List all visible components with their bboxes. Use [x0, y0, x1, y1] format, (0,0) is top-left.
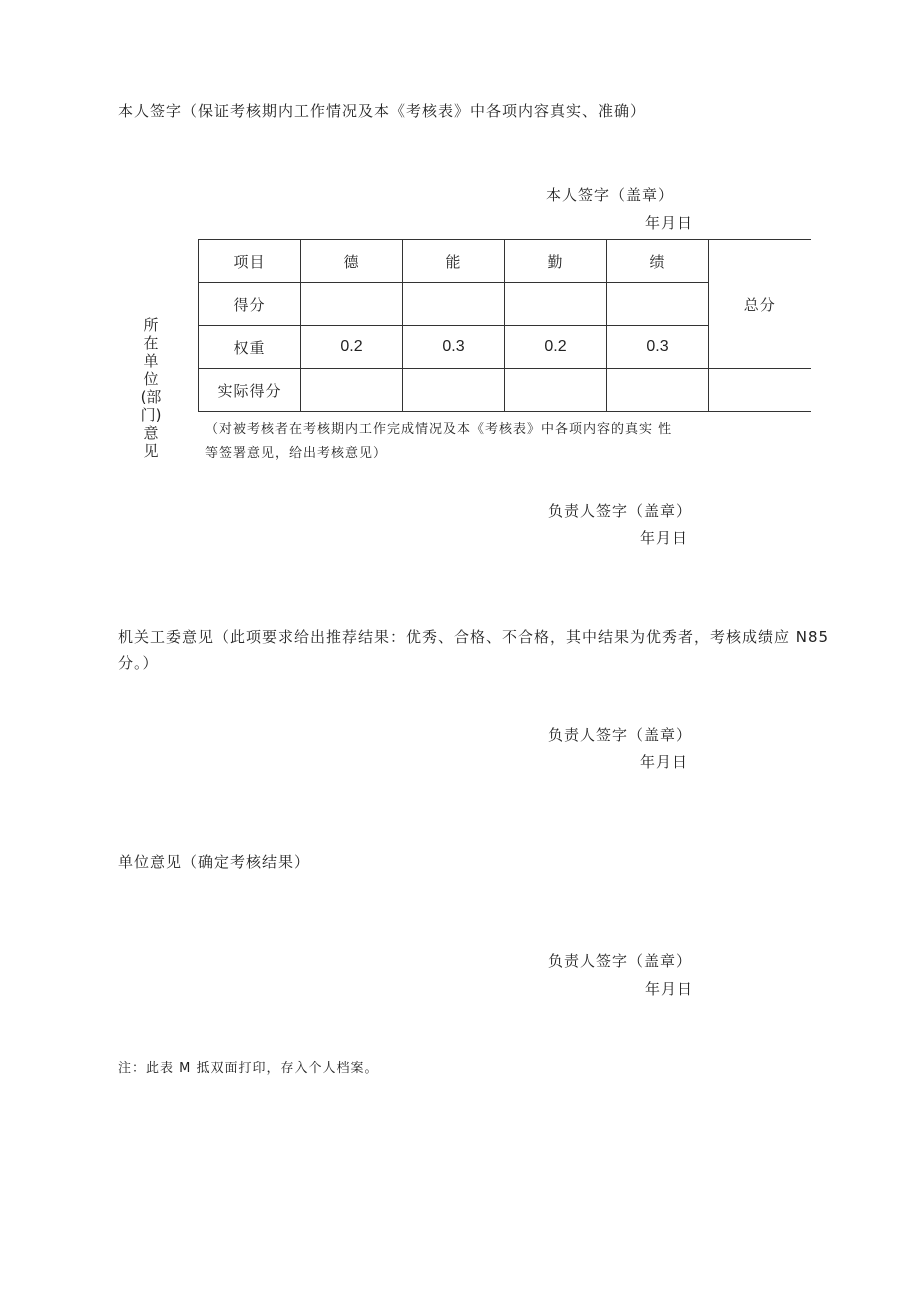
- actual-cell-ji[interactable]: [607, 369, 709, 412]
- total-score-label: 总分: [709, 240, 811, 369]
- header-ji: 绩: [607, 240, 709, 283]
- unit-sign-date: 年月日: [645, 980, 694, 998]
- score-table: [198, 239, 811, 412]
- department-opinion-vertical-label: 所在单位(部门)意见: [140, 316, 162, 460]
- score-cell-neng[interactable]: [403, 283, 505, 326]
- self-sign-intro: 本人签字（保证考核期内工作情况及本《考核表》中各项内容真实、准确）: [118, 102, 647, 120]
- actual-cell-qin[interactable]: [505, 369, 607, 412]
- department-note-line-2: 等签署意见，给出考核意见）: [205, 446, 388, 461]
- header-neng: 能: [403, 240, 505, 283]
- committee-sign-label: 负责人签字（盖章）: [548, 726, 693, 744]
- unit-opinion: 单位意见（确定考核结果）: [118, 853, 311, 871]
- header-item: 项目: [199, 240, 301, 283]
- self-sign-date: 年月日: [645, 214, 694, 232]
- weight-ji: 0.3: [607, 326, 709, 369]
- department-sign-date: 年月日: [640, 529, 689, 547]
- score-cell-de[interactable]: [301, 283, 403, 326]
- committee-opinion-line-2: 分。）: [118, 654, 159, 672]
- table-row-header: [199, 240, 811, 283]
- department-note-line-1: （对被考核者在考核期内工作完成情况及本《考核表》中各项内容的真实 性: [205, 422, 673, 437]
- committee-sign-date: 年月日: [640, 753, 689, 771]
- actual-cell-de[interactable]: [301, 369, 403, 412]
- score-row-label: 得分: [199, 283, 301, 326]
- table-row-actual: [199, 369, 811, 412]
- weight-neng: 0.3: [403, 326, 505, 369]
- score-cell-qin[interactable]: [505, 283, 607, 326]
- weight-row-label: 权重: [199, 326, 301, 369]
- committee-opinion-line-1: 机关工委意见（此项要求给出推荐结果：优秀、合格、不合格，其中结果为优秀者，考核成绩应 N85: [118, 628, 830, 646]
- total-score-cell[interactable]: [709, 369, 811, 412]
- footnote: 注：此表 M 抵双面打印，存入个人档案。: [118, 1061, 379, 1076]
- actual-row-label: 实际得分: [199, 369, 301, 412]
- header-de: 德: [301, 240, 403, 283]
- weight-de: 0.2: [301, 326, 403, 369]
- department-sign-label: 负责人签字（盖章）: [548, 502, 693, 520]
- unit-sign-label: 负责人签字（盖章）: [548, 952, 693, 970]
- header-qin: 勤: [505, 240, 607, 283]
- weight-qin: 0.2: [505, 326, 607, 369]
- self-sign-label: 本人签字（盖章）: [546, 186, 675, 204]
- actual-cell-neng[interactable]: [403, 369, 505, 412]
- score-cell-ji[interactable]: [607, 283, 709, 326]
